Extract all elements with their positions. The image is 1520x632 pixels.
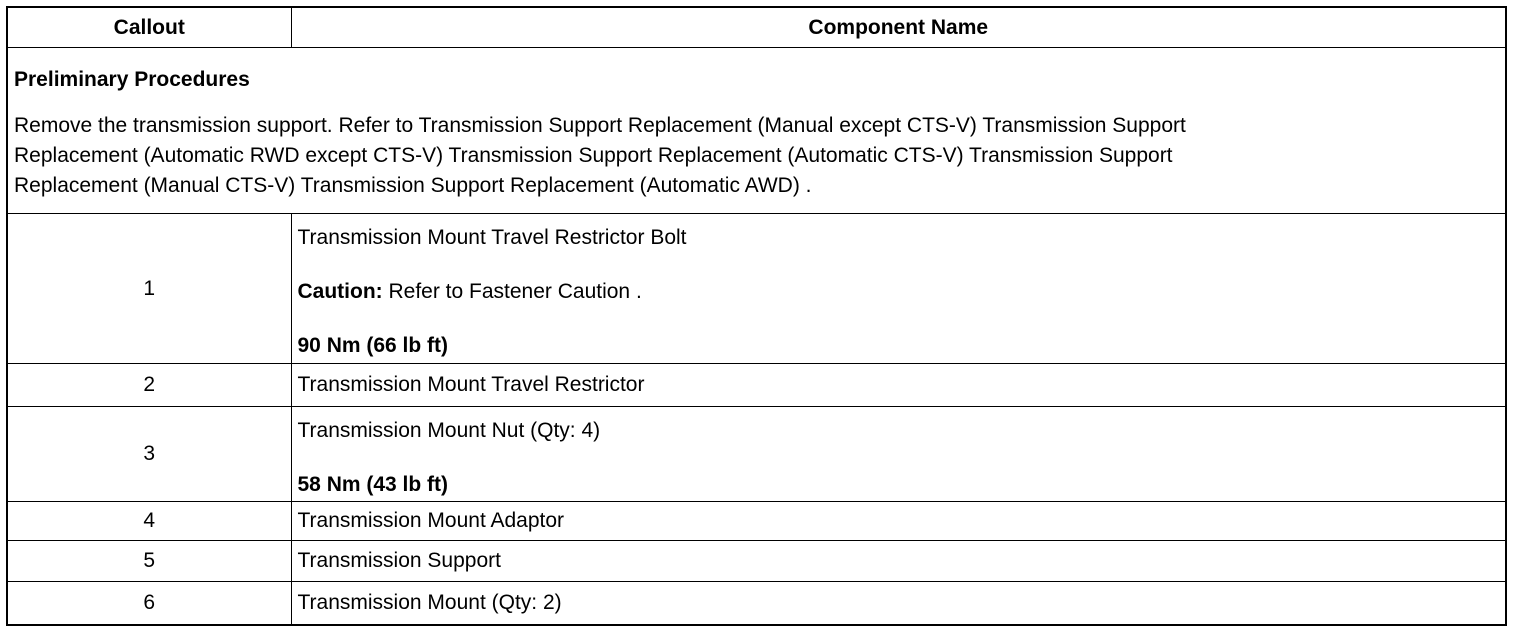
table-row — [7, 407, 1506, 502]
column-header-component-name: Component Name — [291, 7, 1506, 48]
torque-spec: 90 Nm (66 lb ft) — [297, 333, 449, 357]
preliminary-text-line1: Remove the transmission support. Refer to Transmission Support Replacement (Manual except CTS-V) Transmission Support — [14, 114, 1186, 137]
table-row — [7, 364, 1506, 407]
caution-text: Refer to Fastener Caution . — [382, 279, 642, 303]
preliminary-title: Preliminary Procedures — [14, 68, 250, 91]
callout-number: 6 — [7, 582, 291, 625]
table-row — [7, 214, 1506, 364]
preliminary-text — [14, 111, 1499, 201]
callout-number: 4 — [7, 502, 291, 541]
preliminary-row — [7, 48, 1506, 214]
caution-note — [298, 277, 1500, 307]
torque-spec: 58 Nm (43 lb ft) — [297, 472, 449, 496]
component-table — [6, 6, 1507, 626]
component-name: Transmission Support — [291, 541, 1506, 582]
component-name: Transmission Mount Nut (Qty: 4) — [297, 418, 601, 442]
component-cell — [291, 214, 1506, 364]
table-header-row — [7, 7, 1506, 48]
component-name: Transmission Mount Travel Restrictor Bolt — [297, 225, 687, 249]
table-row — [7, 582, 1506, 625]
component-name: Transmission Mount Adaptor — [291, 502, 1506, 541]
component-name: Transmission Mount Travel Restrictor — [291, 364, 1506, 407]
preliminary-cell — [7, 48, 1506, 214]
component-cell — [291, 407, 1506, 502]
callout-number: 1 — [7, 214, 291, 364]
table-row — [7, 541, 1506, 582]
callout-number: 2 — [7, 364, 291, 407]
component-name: Transmission Mount (Qty: 2) — [291, 582, 1506, 625]
callout-number: 3 — [7, 407, 291, 502]
column-header-callout: Callout — [7, 7, 291, 48]
preliminary-text-line2: Replacement (Automatic RWD except CTS-V) Transmission Support Replacement (Automatic CTS-V) Transmission Support — [14, 144, 1173, 167]
preliminary-text-line3: Replacement (Manual CTS-V) Transmission Support Replacement (Automatic AWD) . — [14, 174, 812, 197]
caution-label: Caution: — [297, 279, 383, 303]
callout-number: 5 — [7, 541, 291, 582]
table-row — [7, 502, 1506, 541]
